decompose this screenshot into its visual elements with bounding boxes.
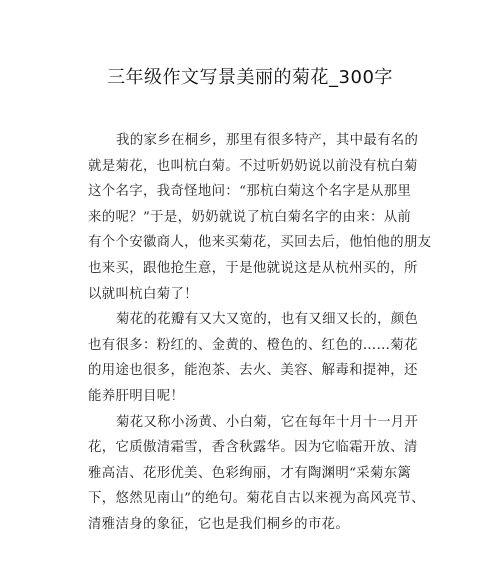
text-line: 雅高洁、花形优美、色彩绚丽，才有陶渊明“采菊东篱 — [88, 465, 412, 481]
text-line: 就是菊花，也叫杭白菊。不过听奶奶说以前没有杭白菊 — [88, 158, 418, 174]
paragraph-1 — [88, 128, 432, 307]
text-line: 以就叫杭白菊了！ — [88, 286, 198, 302]
text-line: 也有很多：粉红的、金黄的、橙色的、红色的……菊花 — [88, 337, 418, 353]
text-line: 有个个安徽商人，他来买菊花，买回去后，他怕他的朋友 — [88, 235, 432, 251]
text-line: 下，悠然见南山”的绝句。菊花自古以来视为高风亮节、 — [88, 491, 425, 507]
text-line: 我的家乡在桐乡，那里有很多特产，其中最有名的 — [116, 133, 419, 148]
text-line: 花，它质傲清霜雪，香含秋露华。因为它临霜开放、清 — [88, 440, 418, 456]
text-line: 能养肝明目呢！ — [88, 388, 185, 404]
text-line: 这个名字，我奇怪地问：“那杭白菊这个名字是从那里 — [88, 184, 412, 200]
text-line: 也来买，跟他抢生意，于是他就说这是从杭州买的，所 — [88, 260, 418, 276]
text-line: 的用途也很多，能泡茶、去火、美容、解毒和提神，还 — [88, 363, 418, 379]
text-line: 来的呢？”于是，奶奶就说了杭白菊名字的由来：从前 — [88, 209, 412, 225]
text-line: 菊花又称小汤黄、小白菊，它在每年十月十一月开 — [116, 414, 419, 430]
text-line: 清雅洁身的象征，它也是我们桐乡的市花。 — [88, 516, 350, 532]
paragraph-3 — [88, 410, 425, 538]
article-body — [88, 128, 432, 538]
document-title: 三年级作文写景美丽的菊花_300字 — [107, 67, 393, 88]
paragraph-2 — [88, 307, 418, 409]
text-line: 菊花的花瓣有又大又宽的，也有又细又长的，颜色 — [116, 312, 419, 328]
